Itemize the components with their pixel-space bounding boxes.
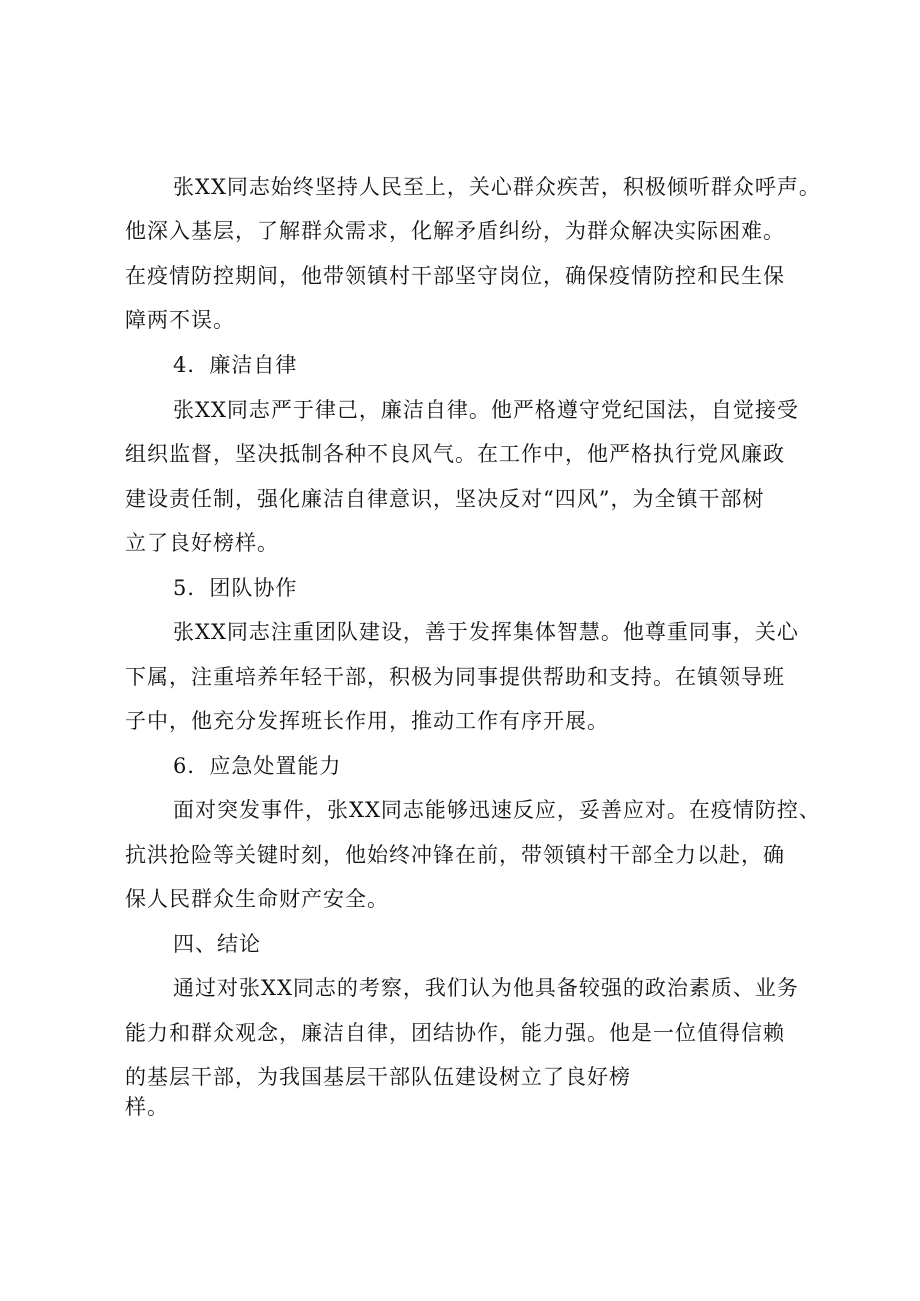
section-heading: 四、结论	[173, 932, 261, 956]
paragraph-line: 下属，注重培养年轻干部，积极为同事提供帮助和支持。在镇领导班	[125, 665, 785, 689]
paragraph-line: 保人民群众生命财产安全。	[125, 887, 389, 911]
paragraph-line: 建设责任制，强化廉洁自律意识，坚决反对“四风”，为全镇干部树	[125, 487, 765, 511]
section-heading: 4．廉洁自律	[173, 353, 298, 377]
paragraph-line: 能力和群众观念，廉洁自律，团结协作，能力强。他是一位值得信赖	[125, 1021, 785, 1045]
paragraph-line: 面对突发事件，张XX同志能够迅速反应，妥善应对。在疫情防控、	[173, 798, 821, 822]
paragraph-line: 通过对张XX同志的考察，我们认为他具备较强的政治素质、业务	[173, 976, 799, 1000]
paragraph-line: 抗洪抢险等关键时刻，他始终冲锋在前，带领镇村干部全力以赴，确	[125, 843, 785, 867]
paragraph-line: 立了良好榜样。	[125, 531, 279, 555]
paragraph-line: 张XX同志注重团队建设，善于发挥集体智慧。他尊重同事，关心	[173, 620, 799, 644]
paragraph-line: 张XX同志严于律己，廉洁自律。他严格遵守党纪国法，自觉接受	[173, 398, 799, 422]
paragraph-line: 在疫情防控期间，他带领镇村干部坚守岗位，确保疫情防控和民生保	[125, 264, 785, 288]
section-heading: 5．团队协作	[173, 576, 298, 600]
paragraph-line: 样。	[125, 1095, 169, 1119]
paragraph-line: 的基层干部，为我国基层干部队伍建设树立了良好榜	[125, 1065, 631, 1089]
section-heading: 6．应急处置能力	[173, 754, 342, 778]
paragraph-line: 他深入基层，了解群众需求，化解矛盾纠纷，为群众解决实际困难。	[125, 219, 785, 243]
paragraph-line: 障两不误。	[125, 308, 235, 332]
paragraph-line: 张XX同志始终坚持人民至上，关心群众疾苦，积极倾听群众呼声。	[173, 175, 821, 199]
paragraph-line: 组织监督，坚决抵制各种不良风气。在工作中，他严格执行党风廉政	[125, 442, 785, 466]
paragraph-line: 子中，他充分发挥班长作用，推动工作有序开展。	[125, 709, 609, 733]
